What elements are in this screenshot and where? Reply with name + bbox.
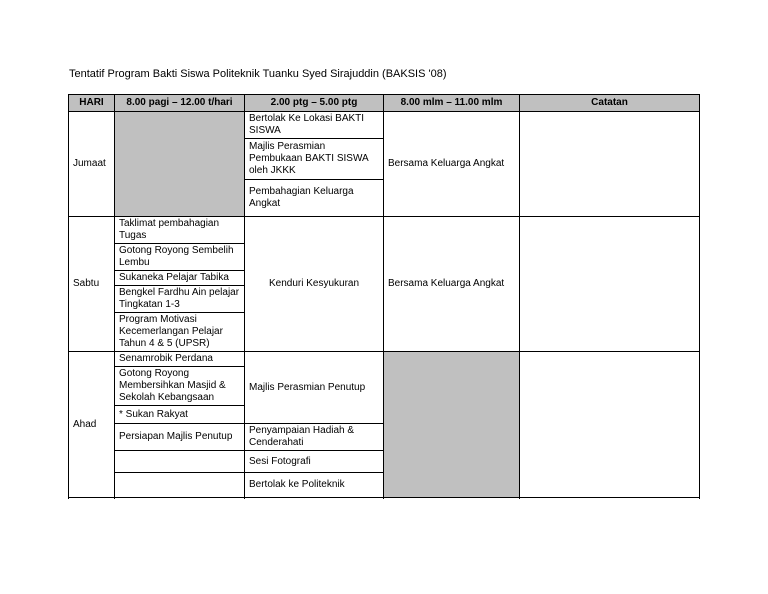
table-row	[69, 352, 700, 367]
day-cell-ahad: Ahad	[69, 352, 115, 498]
notes-cell-ahad	[520, 352, 700, 498]
header-hari: HARI	[69, 95, 115, 112]
activity-cell: Penyampaian Hadiah & Cenderahati	[245, 424, 384, 451]
activity-cell: Bertolak ke Politeknik	[245, 473, 384, 498]
activity-cell: Pembahagian Keluarga Angkat	[245, 180, 384, 217]
activity-cell: Gotong Royong Sembelih Lembu	[115, 244, 245, 271]
activity-cell: Senamrobik Perdana	[115, 352, 245, 367]
empty-cell	[115, 473, 245, 498]
day-cell-jumaat: Jumaat	[69, 112, 115, 217]
document-title: Tentatif Program Bakti Siswa Politeknik Tuanku Syed Sirajuddin (BAKSIS '08)	[69, 68, 447, 80]
notes-cell-jumaat	[520, 112, 700, 217]
schedule-table	[68, 94, 700, 498]
header-afternoon: 2.00 ptg – 5.00 ptg	[245, 95, 384, 112]
header-catatan: Catatan	[520, 95, 700, 112]
header-night: 8.00 mlm – 11.00 mlm	[384, 95, 520, 112]
empty-night-cell	[384, 352, 520, 498]
header-morning: 8.00 pagi – 12.00 t/hari	[115, 95, 245, 112]
empty-morning-cell	[115, 112, 245, 217]
activity-cell: * Sukan Rakyat	[115, 406, 245, 424]
header-row	[69, 95, 700, 112]
activity-cell: Bertolak Ke Lokasi BAKTI SISWA	[245, 112, 384, 139]
activity-cell: Majlis Perasmian Pembukaan BAKTI SISWA oleh JKKK	[245, 139, 384, 180]
day-cell-sabtu: Sabtu	[69, 217, 115, 352]
night-cell-jumaat: Bersama Keluarga Angkat	[384, 112, 520, 217]
night-cell-sabtu: Bersama Keluarga Angkat	[384, 217, 520, 352]
activity-cell: Sukaneka Pelajar Tabika	[115, 271, 245, 286]
afternoon-cell-sabtu: Kenduri Kesyukuran	[245, 217, 384, 352]
notes-cell-sabtu	[520, 217, 700, 352]
empty-cell	[115, 451, 245, 473]
activity-cell: Persiapan Majlis Penutup	[115, 424, 245, 451]
activity-cell: Taklimat pembahagian Tugas	[115, 217, 245, 244]
activity-cell: Bengkel Fardhu Ain pelajar Tingkatan 1-3	[115, 286, 245, 313]
table-row	[69, 112, 700, 139]
activity-cell: Program Motivasi Kecemerlangan Pelajar Tahun 4 & 5 (UPSR)	[115, 313, 245, 352]
activity-cell: Gotong Royong Membersihkan Masjid & Sekolah Kebangsaan	[115, 367, 245, 406]
table-row	[69, 217, 700, 244]
activity-cell: Sesi Fotografi	[245, 451, 384, 473]
activity-cell: Majlis Perasmian Penutup	[245, 352, 384, 424]
